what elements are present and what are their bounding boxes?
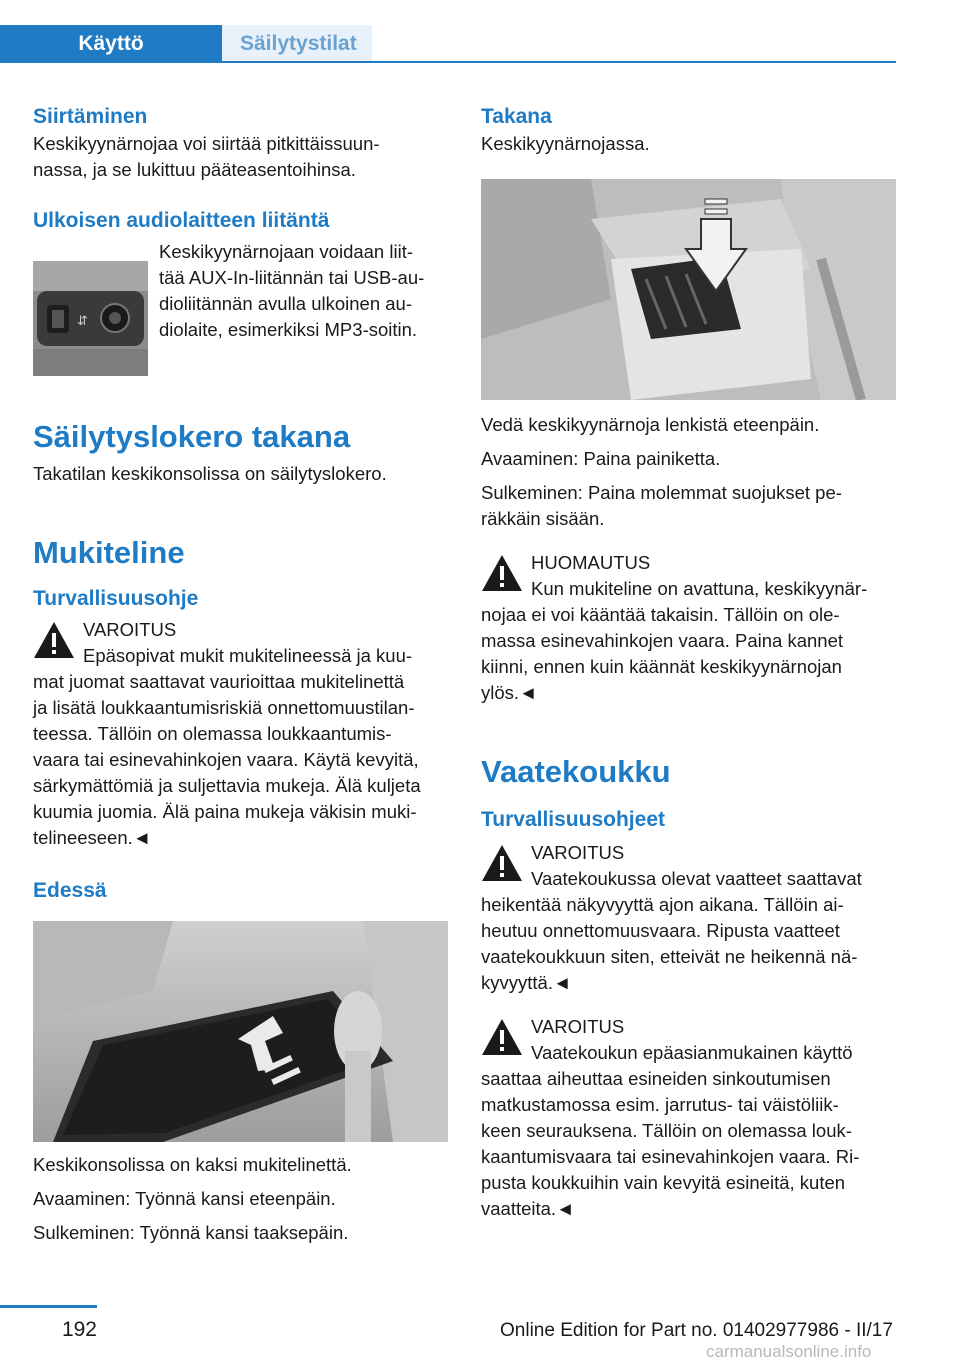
warning-title: VAROITUS [531, 842, 625, 863]
warning-line: pusta koukkuihin vain kevyitä esineitä, kuten [481, 1172, 846, 1193]
warning-triangle-icon [33, 621, 75, 659]
takana-heading: Takana [481, 105, 552, 128]
sailytyslokero-heading: Säilytyslokero takana [33, 419, 351, 454]
front-cupholder-image [33, 921, 448, 1142]
rear-cupholder-image [481, 179, 896, 400]
tab-sailytystilat[interactable]: Säilytystilat [222, 25, 372, 63]
warning-line: kaantumisvaara tai esinevahinkojen vaara. Ri- [481, 1146, 860, 1167]
warning-triangle-icon [481, 844, 523, 882]
siirtaminen-heading: Siirtäminen [33, 105, 148, 128]
warning-block-2 [481, 1014, 896, 1222]
note-line: kiinni, ennen kuin käännät keskikyynärnojan [481, 656, 842, 677]
warning-title: VAROITUS [83, 619, 177, 640]
warning-triangle-icon [481, 1018, 523, 1056]
vaatekoukku-heading: Vaatekoukku [481, 754, 671, 789]
takana-text-1: Vedä keskikyynärnoja lenkistä eteenpäin. [481, 414, 820, 435]
warning-line: vaatteita.◄ [481, 1198, 575, 1219]
warning-line: mat juomat saattavat vaurioittaa mukitelinettä [33, 671, 405, 692]
takana-text-2: Avaaminen: Paina painiketta. [481, 448, 721, 469]
takana-text-3a: Sulkeminen: Paina molemmat suojukset pe- [481, 482, 842, 503]
watermark: carmanualsonline.info [706, 1342, 872, 1361]
warning-line: vaatekoukkuun siten, etteivät ne heikennä nä- [481, 946, 858, 967]
warning-line: kyvyyttä.◄ [481, 972, 572, 993]
turvallisuusohje-heading: Turvallisuusohje [33, 587, 199, 610]
warning-line: saattaa aiheuttaa esineiden sinkoutumisen [481, 1068, 831, 1089]
edessa-text-1: Keskikonsolissa on kaksi mukitelinettä. [33, 1154, 352, 1175]
audio-line-3: dioliitännän avulla ulkoinen au- [159, 293, 413, 314]
siirtaminen-text-1: Keskikyynärnojaa voi siirtää pitkittäissuun- [33, 133, 380, 154]
edessa-text-2: Avaaminen: Työnnä kansi eteenpäin. [33, 1188, 336, 1209]
warning-first-line: Vaatekoukussa olevat vaatteet saattavat [531, 868, 862, 889]
warning-block-1 [481, 840, 896, 996]
audio-heading: Ulkoisen audiolaitteen liitäntä [33, 209, 330, 232]
audio-section [33, 239, 448, 359]
edition-text: Online Edition for Part no. 01402977986 - II/17 [500, 1320, 893, 1341]
warning-line: keen seurauksena. Tällöin on olemassa louk- [481, 1120, 852, 1141]
turvallisuusohjeet-heading: Turvallisuusohjeet [481, 808, 665, 831]
note-first-line: Kun mukiteline on avattuna, keskikyynär- [531, 578, 868, 599]
warning-line: telineeseen.◄ [33, 827, 152, 848]
warning-line: heikentää näkyvyyttä ajon aikana. Tällöin ai- [481, 894, 844, 915]
mukiteline-heading: Mukiteline [33, 535, 185, 570]
takana-text-3b: räkkäin sisään. [481, 508, 605, 529]
audio-line-1: Keskikyynärnojaan voidaan liit- [159, 241, 413, 262]
sailytyslokero-text: Takatilan keskikonsolissa on säilytyslokero. [33, 463, 387, 484]
warning-line: särkymättömiä ja suljettavia mukeja. Älä kuljeta [33, 775, 421, 796]
warning-first-line: Epäsopivat mukit mukitelineessä ja kuu- [83, 645, 413, 666]
note-line: nojaa ei voi kääntää takaisin. Tällöin on ole- [481, 604, 840, 625]
svg-text:⇵: ⇵ [77, 314, 88, 329]
warning-block [33, 617, 448, 851]
warning-line: kuumia juomia. Älä paina mukeja väkisin muki- [33, 801, 417, 822]
header-rule [222, 61, 896, 63]
right-column [481, 100, 896, 1222]
aux-usb-image [33, 261, 148, 376]
note-block [481, 550, 896, 706]
left-column [33, 100, 448, 1246]
tab-kaytto[interactable]: Käyttö [0, 25, 222, 63]
warning-line: matkustamossa esim. jarrutus- tai väistöliik- [481, 1094, 839, 1115]
warning-first-line: Vaatekoukun epäasianmukainen käyttö [531, 1042, 853, 1063]
note-title: HUOMAUTUS [531, 552, 651, 573]
warning-triangle-icon [481, 554, 523, 592]
note-line: massa esinevahinkojen vaara. Paina kannet [481, 630, 844, 651]
edessa-text-3: Sulkeminen: Työnnä kansi taaksepäin. [33, 1222, 349, 1243]
warning-line: vaara tai esinevahinkojen vaara. Käytä kevyitä, [33, 749, 419, 770]
note-line: ylös.◄ [481, 682, 538, 703]
warning-title: VAROITUS [531, 1016, 625, 1037]
page-number: 192 [61, 1318, 97, 1341]
audio-line-2: tää AUX-In-liitännän tai USB-au- [159, 267, 425, 288]
audio-line-4: diolaite, esimerkiksi MP3-soitin. [159, 319, 418, 340]
edessa-heading: Edessä [33, 879, 107, 902]
takana-text: Keskikyynärnojassa. [481, 133, 650, 154]
warning-line: ja lisätä loukkaantumisriskiä onnettomuustilan- [33, 697, 415, 718]
footer-rule [0, 1305, 97, 1308]
warning-line: teessa. Tällöin on olemassa loukkaantumis- [33, 723, 392, 744]
warning-line: heutuu onnettomuusvaara. Ripusta vaatteet [481, 920, 840, 941]
siirtaminen-text-2: nassa, ja se lukittuu pääteasentoihinsa. [33, 159, 356, 180]
